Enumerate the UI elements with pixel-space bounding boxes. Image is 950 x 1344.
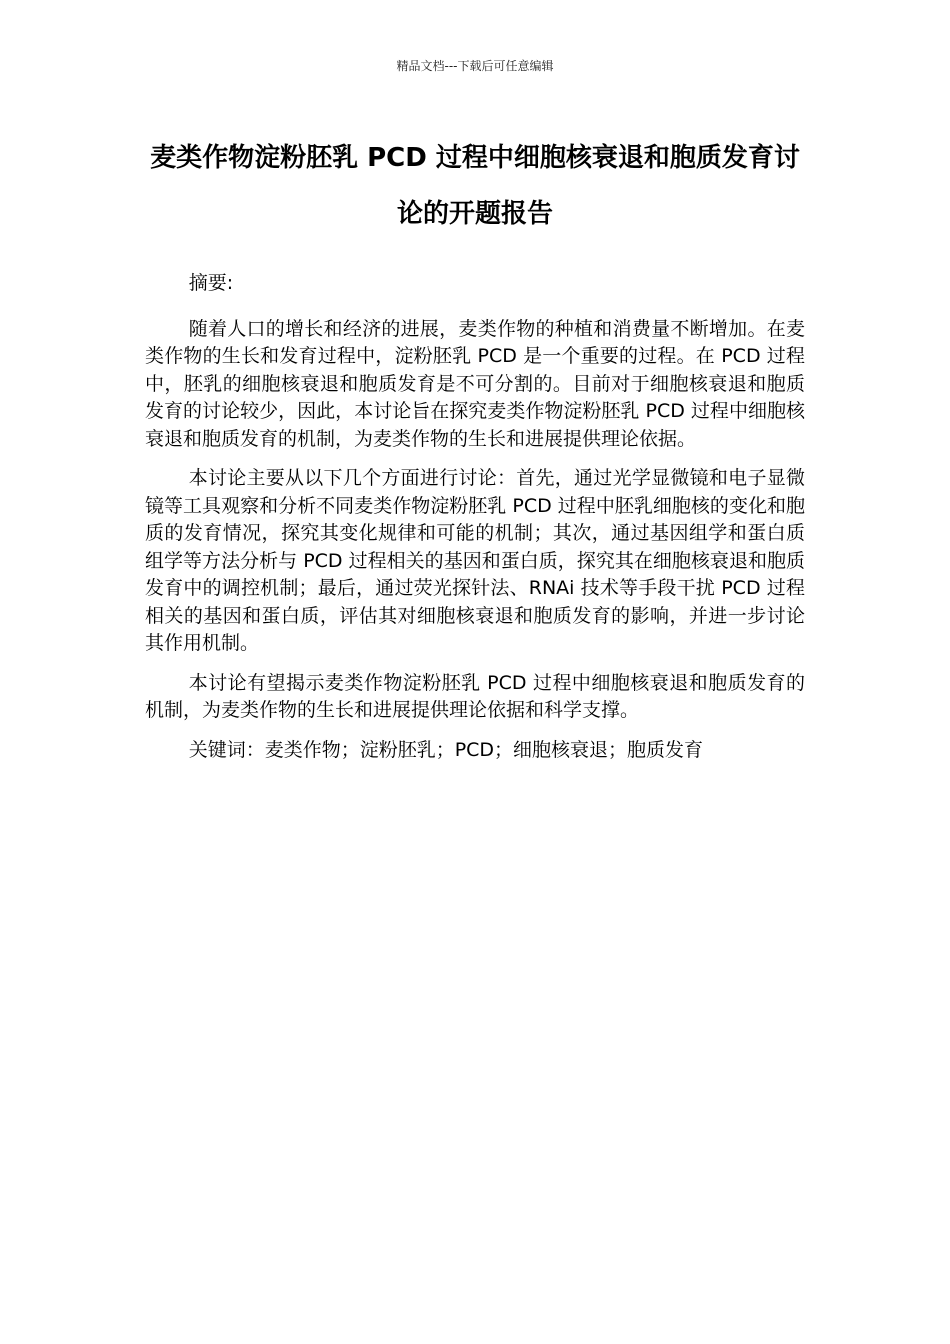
paragraph-significance: 本讨论有望揭示麦类作物淀粉胚乳 PCD 过程中细胞核衰退和胞质发育的机制，为麦类作物的生长和进展提供理论依据和科学支撑。 xyxy=(145,671,805,721)
keywords: 关键词：麦类作物；淀粉胚乳；PCD；细胞核衰退；胞质发育 xyxy=(188,738,704,761)
paragraph-background: 随着人口的增长和经济的进展，麦类作物的种植和消费量不断增加。在麦类作物的生长和发育过程中，淀粉胚乳 PCD 是一个重要的过程。在 PCD 过程中，胚乳的细胞核衰退和胞质发育是不可分割的。目前对于细胞核衰退和胞质发育的讨论较少，因此，本讨论旨在探究麦类作物淀粉胚乳 PCD 过程中细胞核衰退和胞质发育的机制，为麦类作物的生长和进展提供理论依据。 xyxy=(145,317,805,450)
page-header-note: 精品文档---下载后可任意编辑 xyxy=(396,59,554,73)
document-body xyxy=(145,270,805,776)
abstract-label: 摘要: xyxy=(188,272,234,294)
paragraph-methods: 本讨论主要从以下几个方面进行讨论：首先，通过光学显微镜和电子显微镜等工具观察和分析不同麦类作物淀粉胚乳 PCD 过程中胚乳细胞核的变化和胞质的发育情况，探究其变化规律和可能的机制；其次，通过基因组学和蛋白质组学等方法分析与 PCD 过程相关的基因和蛋白质，探究其在细胞核衰退和胞质发育中的调控机制；最后，通过荧光探针法、RNAi 技术等手段干扰 PCD 过程相关的基因和蛋白质，评估其对细胞核衰退和胞质发育的影响，并进一步讨论其作用机制。 xyxy=(145,467,805,654)
document-title: 麦类作物淀粉胚乳 PCD 过程中细胞核衰退和胞质发育讨论的开题报告 xyxy=(150,143,800,229)
